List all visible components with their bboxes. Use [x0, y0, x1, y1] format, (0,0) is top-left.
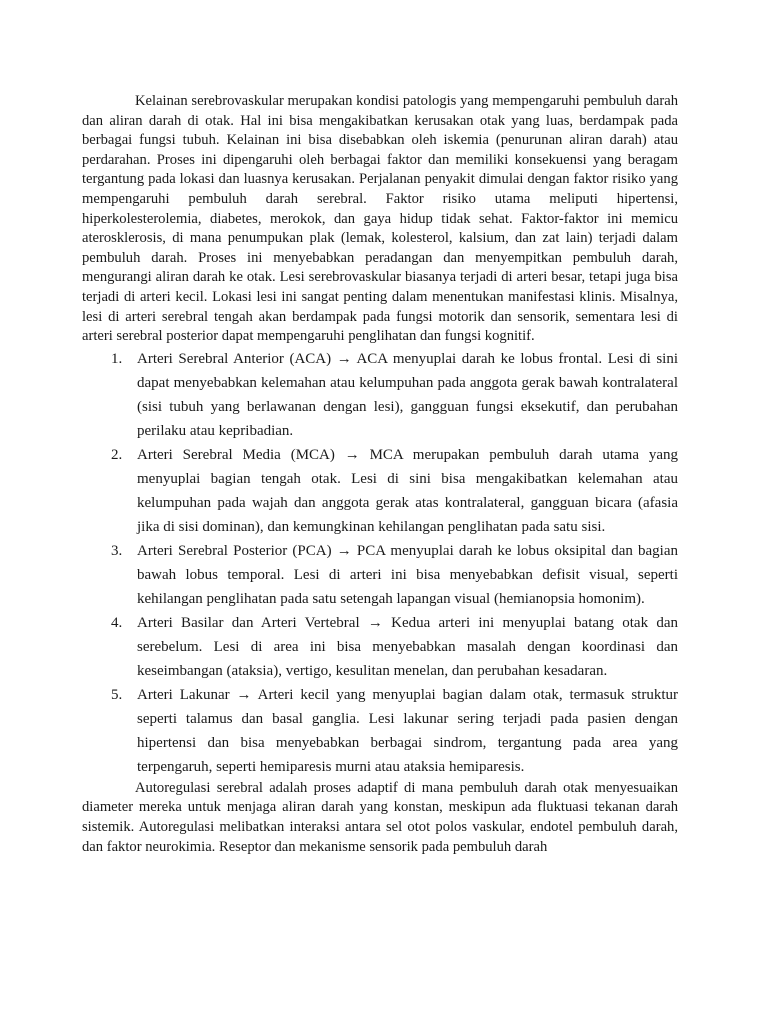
autoregulation-paragraph: Autoregulasi serebral adalah proses adaptif di mana pembuluh darah otak menyesuaikan diameter mereka untuk menjaga aliran darah yang konstan, meskipun ada fluktuasi tekanan darah sistemik. Autoregulasi melibatkan interaksi antara sel otot polos vaskular, endotel pembuluh darah, dan faktor neurokimia. Reseptor dan mekanisme sensorik pada pembuluh darah	[82, 779, 678, 855]
list-number: 4.	[111, 614, 123, 631]
list-item	[82, 611, 678, 683]
list-text: Arteri Lakunar → Arteri kecil yang menyuplai bagian dalam otak, termasuk struktur seperti talamus dan basal ganglia. Lesi lakunar sering terjadi pada pasien dengan hipertensi dan bisa menyebabkan berbagai sindrom, tergantung pada area yang terpengaruh, seperti hemiparesis murni atau ataksia hemiparesis.	[137, 686, 678, 775]
list-text: Arteri Serebral Posterior (PCA) → PCA menyuplai darah ke lobus oksipital dan bagian bawah lobus temporal. Lesi di arteri ini bisa menyebabkan defisit visual, seperti kehilangan penglihatan pada satu setengah lapangan visual (hemianopsia homonim).	[137, 542, 678, 607]
list-item	[82, 443, 678, 539]
list-item	[82, 539, 678, 611]
intro-paragraph: Kelainan serebrovaskular merupakan kondisi patologis yang mempengaruhi pembuluh darah dan aliran darah di otak. Hal ini bisa mengakibatkan kerusakan otak yang luas, berdampak pada berbagai fungsi tubuh. Kelainan ini bisa disebabkan oleh iskemia (penurunan aliran darah) atau perdarahan. Proses ini dipengaruhi oleh berbagai faktor dan memiliki konsekuensi yang beragam tergantung pada lokasi dan luasnya kerusakan. Perjalanan penyakit dimulai dengan faktor risiko yang mempengaruhi pembuluh darah serebral. Faktor risiko utama meliputi hipertensi, hiperkolesterolemia, diabetes, merokok, dan gaya hidup tidak sehat. Faktor-faktor ini memicu aterosklerosis, di mana penumpukan plak (lemak, kolesterol, kalsium, dan zat lain) terjadi dalam pembuluh darah. Proses ini menyebabkan peradangan dan menyempitkan pembuluh darah, mengurangi aliran darah ke otak. Lesi serebrovaskular biasanya terjadi di arteri besar, tetapi juga bisa terjadi di arteri kecil. Lokasi lesi ini sangat penting dalam menentukan manifestasi klinis. Misalnya, lesi di arteri serebral tengah akan berdampak pada fungsi motorik dan sensorik, sementara lesi di arteri serebral posterior dapat mempengaruhi penglihatan dan fungsi kognitif.	[82, 93, 678, 345]
list-item	[82, 683, 678, 779]
document-page	[82, 92, 678, 857]
list-number: 2.	[111, 446, 123, 463]
list-text: Arteri Basilar dan Arteri Vertebral → Kedua arteri ini menyuplai batang otak dan serebelum. Lesi di area ini bisa menyebabkan masalah dengan koordinasi dan keseimbangan (ataksia), vertigo, kesulitan menelan, dan perubahan kesadaran.	[137, 614, 678, 679]
list-text: Arteri Serebral Anterior (ACA) → ACA menyuplai darah ke lobus frontal. Lesi di sini dapat menyebabkan kelemahan atau kelumpuhan pada anggota gerak bawah kontralateral (sisi tubuh yang berlawanan dengan lesi), gangguan fungsi eksekutif, dan perubahan perilaku atau kepribadian.	[137, 350, 678, 439]
list-item	[82, 347, 678, 443]
arteries-list	[82, 347, 678, 779]
list-number: 5.	[111, 686, 123, 703]
list-text: Arteri Serebral Media (MCA) → MCA merupakan pembuluh darah utama yang menyuplai bagian tengah otak. Lesi di sini bisa mengakibatkan kelemahan atau kelumpuhan pada wajah dan anggota gerak atas kontralateral, gangguan bicara (afasia jika di sisi dominan), dan kemungkinan kehilangan penglihatan pada satu sisi.	[137, 446, 678, 535]
list-number: 3.	[111, 542, 123, 559]
list-number: 1.	[111, 350, 123, 367]
